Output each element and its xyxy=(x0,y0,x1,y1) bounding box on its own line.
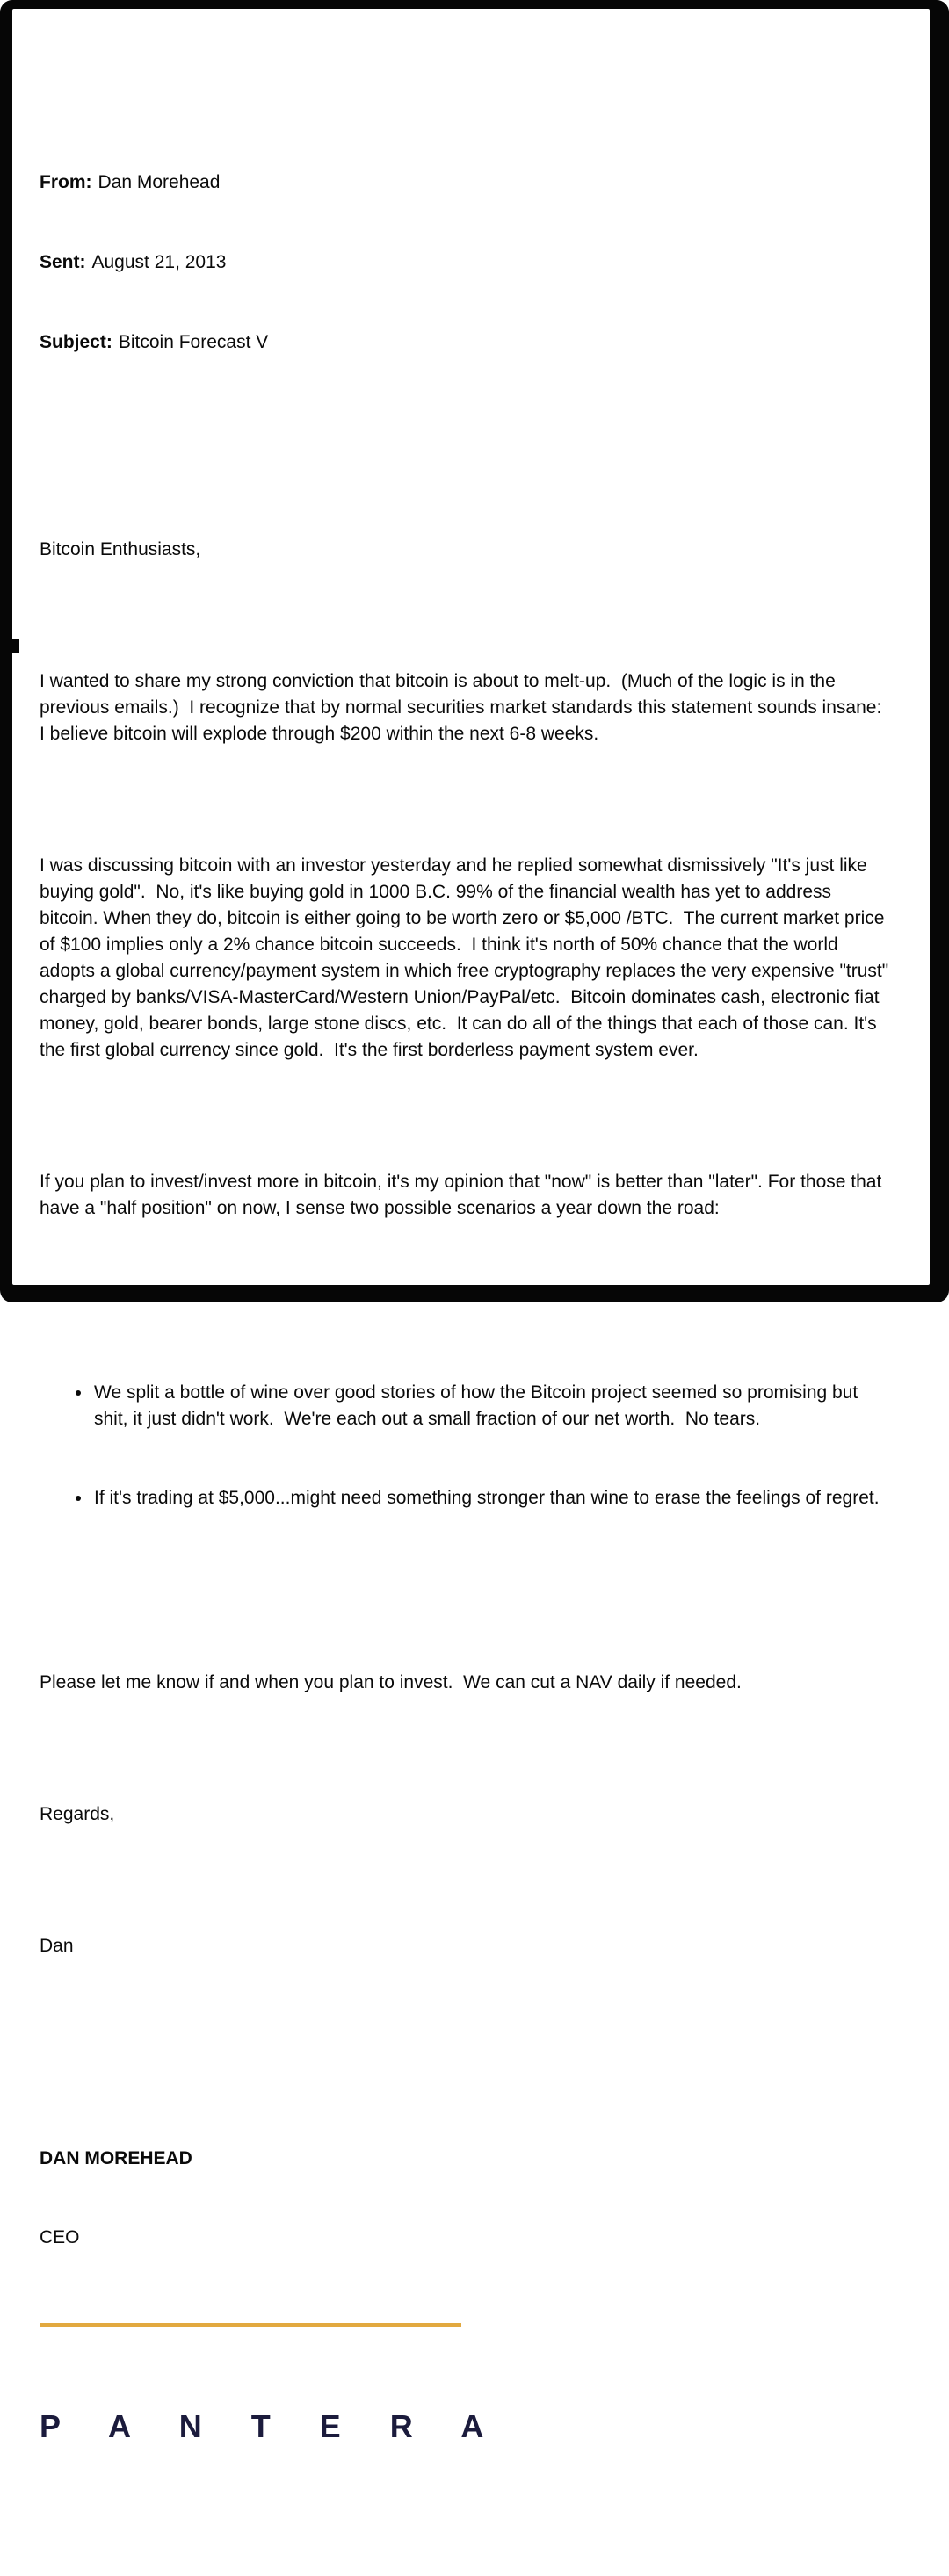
closing-paragraph: Please let me know if and when you plan to invest. We can cut a NAV daily if needed. xyxy=(40,1672,742,1692)
paragraph-invest-now: If you plan to invest/invest more in bitcoin, it's my opinion that "now" is better than "later". For those that have a "half position" on now, I sense two possible scenarios a year down the road: xyxy=(40,1172,887,1218)
email-content xyxy=(12,9,930,2576)
email-header xyxy=(40,116,891,408)
sent-value: August 21, 2013 xyxy=(91,252,227,272)
list-item-wine: • We split a bottle of wine over good stories of how the Bitcoin project seemed so promising but shit, it just didn't work. We're each out a small fraction of our net worth. No tears. xyxy=(92,1380,891,1432)
pantera-logo: P A N T E R A xyxy=(40,2408,504,2444)
list-item-regret: • If it's trading at $5,000...might need something stronger than wine to erase the feelings of regret. xyxy=(92,1485,891,1512)
signature-name: DAN MOREHEAD xyxy=(40,2148,192,2168)
paragraph-melt-up: I wanted to share my strong conviction that bitcoin is about to melt-up. (Much of the logic is in the previous emails.) I recognize that by normal securities market standards this statement sounds insane: I believe bitcoin will explode through $200 within the next 6-8 weeks. xyxy=(40,671,892,744)
scan-artifact-notch xyxy=(0,639,19,653)
signature-block xyxy=(40,2093,891,2497)
scenario-list xyxy=(40,1327,891,1564)
regards-line: Regards, xyxy=(40,1804,115,1824)
sent-label: Sent: xyxy=(40,252,86,272)
paragraph-buying-gold: I was discussing bitcoin with an investor yesterday and he replied somewhat dismissively "It's just like buying gold". No, it's like buying gold in 1000 B.C. 99% of the financial wealth has yet to address bitcoin. When they do, bitcoin is either going to be worth zero or $5,000 /BTC. The current market price of $100 implies only a 2% chance bitcoin succeeds. I think it's north of 50% chance that the world adopts a global currency/payment system in which free cryptography replaces the very expensive "trust" charged by banks/VISA-MasterCard/Western Union/PayPal/etc. Bitcoin dominates cash, electronic fiat money, gold, bearer bonds, large stone discs, etc. It can do all of the things that each of those can. It's the first global currency since gold. It's the first borderless payment system ever. xyxy=(40,855,895,1060)
signature-title: CEO xyxy=(40,2227,80,2248)
header-subject-line xyxy=(40,328,891,356)
subject-value: Bitcoin Forecast V xyxy=(118,332,269,352)
email-page xyxy=(12,9,930,2444)
header-from-line xyxy=(40,169,891,196)
from-value: Dan Morehead xyxy=(98,172,221,192)
header-sent-line xyxy=(40,249,891,276)
signoff-name: Dan xyxy=(40,1936,74,1956)
subject-label: Subject: xyxy=(40,332,112,352)
from-label: From: xyxy=(40,172,92,192)
gold-divider-rule xyxy=(40,2323,461,2327)
salutation: Bitcoin Enthusiasts, xyxy=(40,539,201,559)
